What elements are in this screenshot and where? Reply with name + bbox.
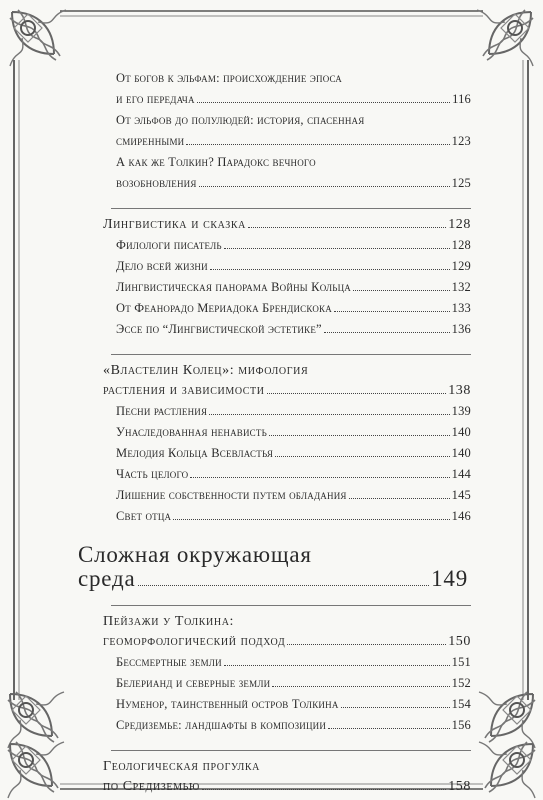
toc-entry[interactable] [103,485,471,506]
entry-label: Свет отца [116,509,172,523]
page-number: 123 [451,134,471,148]
page-number: 145 [451,488,471,502]
page-number: 128 [448,217,471,232]
leader-dots [349,498,450,499]
toc-entry[interactable] [103,715,471,736]
leader-dots [328,728,450,729]
page-number: 138 [448,383,471,398]
entry-label: Дело всей жизни [116,259,208,273]
leader-dots [190,477,449,478]
section-title-line1: Пейзажи у Толкина: [103,614,235,629]
page-number: 154 [451,697,471,711]
toc-entry[interactable] [103,443,471,464]
table-of-contents [78,68,471,797]
toc-section-lotr[interactable] [103,361,471,401]
toc-entry-line1: От богов к эльфам: происхождение эпоса [116,71,343,85]
part-title-line2: среда [78,566,136,591]
toc-entry[interactable] [103,152,471,194]
leader-dots [199,186,450,187]
toc-entry[interactable] [103,235,471,256]
leader-dots [224,665,450,666]
toc-entry-line2: и его передача [116,92,195,106]
part-title-line1: Сложная окружающая [78,542,312,567]
leader-dots [138,585,430,586]
section-divider [111,605,471,606]
page-number: 140 [451,425,471,439]
leader-dots [324,332,450,333]
page-number: 139 [451,404,471,418]
page-number: 116 [452,92,471,106]
page-number: 132 [451,280,471,294]
leader-dots [186,144,449,145]
toc-entry[interactable] [103,464,471,485]
entry-label: Нуменор, таинственный остров Толкина [116,697,339,711]
entry-label: Белерианд и северные земли [116,676,271,690]
section-title-line1: Геологическая прогулка [103,759,261,774]
page-number: 128 [451,238,471,252]
page-number: 150 [448,634,471,649]
section-divider [111,354,471,355]
section-divider [111,750,471,751]
leader-dots [210,269,450,270]
page-number: 149 [431,566,468,591]
leader-dots [173,519,449,520]
toc-section-landscapes[interactable] [103,612,471,652]
page-number: 158 [448,779,471,794]
leader-dots [209,414,449,415]
entry-label: Бессмертные земли [116,655,222,669]
page-number: 146 [451,509,471,523]
entry-label: Часть целого [116,467,189,481]
entry-label: Филологи писатель [116,238,222,252]
section-title-line1: «Властелин Колец»: мифология [103,363,309,378]
entry-label: Эссе по “Лингвистической эстетике” [116,322,322,336]
entry-label: Песни растления [116,404,208,418]
toc-entry[interactable] [103,319,471,340]
leader-dots [341,707,450,708]
leader-dots [267,393,447,394]
toc-entry[interactable] [103,256,471,277]
entry-label: Средиземье: ландшафты в композиции [116,718,327,732]
page-number: 144 [451,467,471,481]
toc-entry-line2: возобновления [116,176,197,190]
leader-dots [353,290,450,291]
leader-dots [287,644,446,645]
toc-entry-line1: А как же Толкин? Парадокс вечного [116,155,316,169]
entry-label: Лишение собственности путем обладания [116,488,347,502]
entry-label: Унаследованная ненависть [116,425,267,439]
entry-label: От Феанорадо Мериадока Брендискока [116,301,332,315]
toc-entry[interactable] [103,673,471,694]
section-title-line2: растления и зависимости [103,383,265,398]
leader-dots [248,227,446,228]
section-divider [111,208,471,209]
toc-section-geology[interactable] [103,757,471,797]
page-number: 136 [451,322,471,336]
page-number: 133 [451,301,471,315]
page-number: 156 [451,718,471,732]
toc-entry[interactable] [103,652,471,673]
entry-label: Лингвистическая панорама Войны Кольца [116,280,352,294]
toc-entry[interactable] [103,110,471,152]
leader-dots [202,789,446,790]
toc-part[interactable] [78,543,468,591]
leader-dots [224,248,450,249]
toc-entry[interactable] [103,694,471,715]
toc-section-linguistics[interactable] [103,215,471,235]
page-number: 152 [451,676,471,690]
leader-dots [269,435,450,436]
entry-label: Мелодия Кольца Всевластья [116,446,274,460]
toc-entry-line2: смиренными [116,134,185,148]
toc-entry[interactable] [103,277,471,298]
page-number: 140 [451,446,471,460]
leader-dots [197,102,450,103]
page-number: 151 [451,655,471,669]
leader-dots [275,456,450,457]
section-title: Лингвистика и сказка [103,217,246,232]
toc-entry[interactable] [103,422,471,443]
toc-entry-line1: От эльфов до полулюдей: история, спасенная [116,113,365,127]
leader-dots [334,311,450,312]
toc-entry[interactable] [103,401,471,422]
section-title-line2: по Средиземью [103,779,200,794]
toc-entry[interactable] [103,68,471,110]
section-title-line2: геоморфологический подход [103,634,286,649]
page-number: 125 [451,176,471,190]
toc-entry[interactable] [103,298,471,319]
page-number: 129 [451,259,471,273]
toc-entry[interactable] [103,506,471,527]
leader-dots [272,686,449,687]
